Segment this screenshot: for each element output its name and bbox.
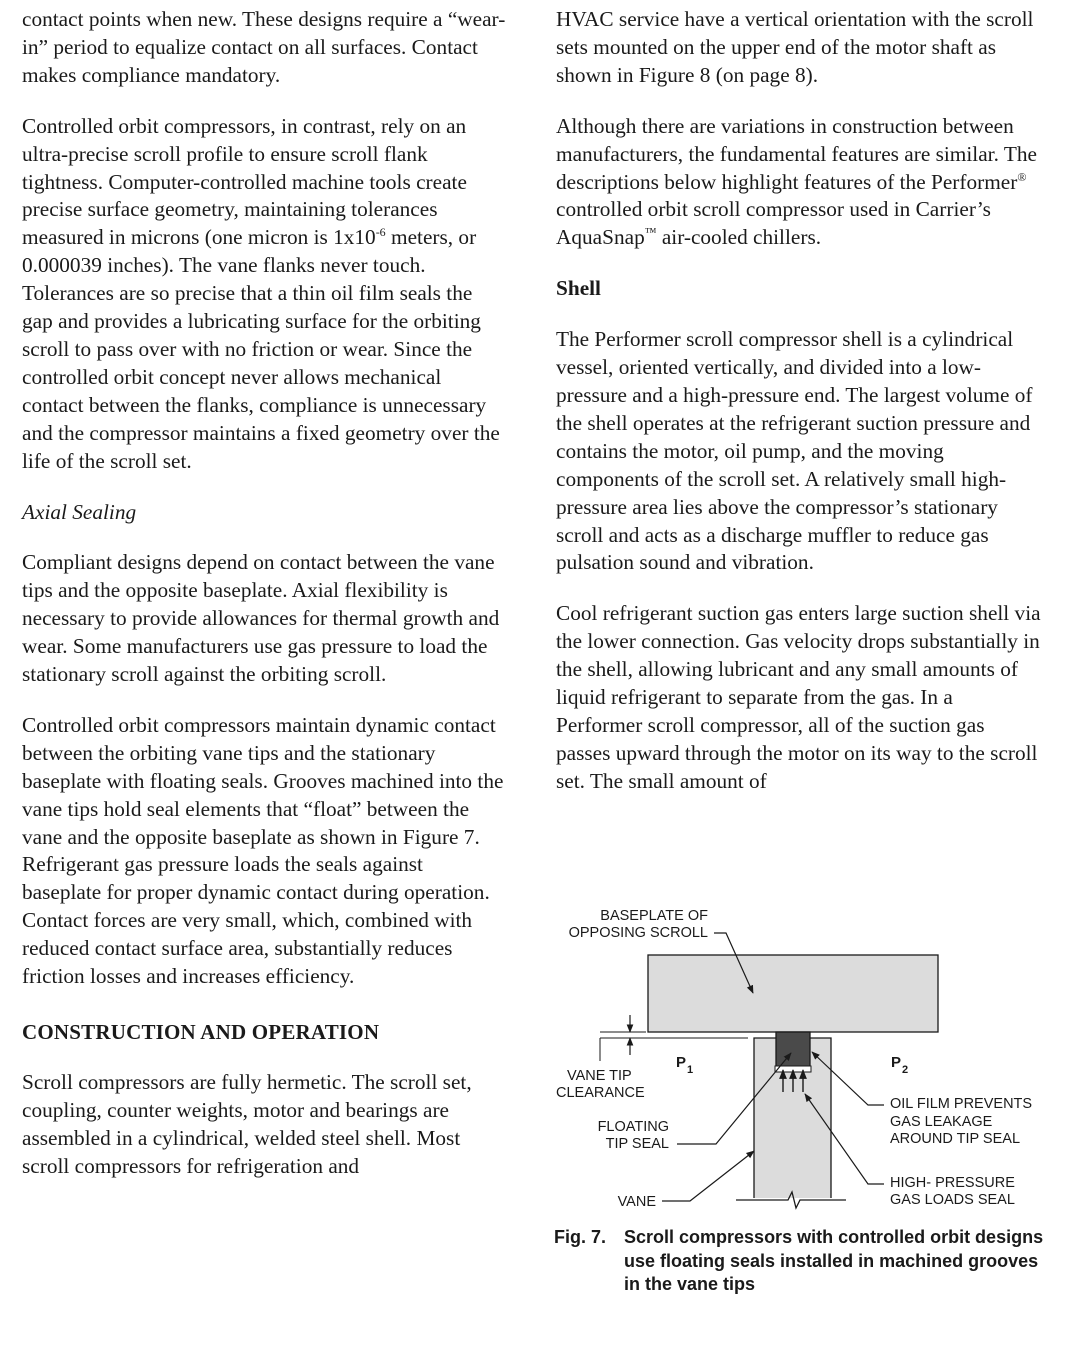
label-oil-film: AROUND TIP SEAL: [890, 1131, 1021, 1147]
trademark-mark: ™: [644, 225, 657, 240]
baseplate-block: [648, 955, 938, 1032]
text-run: air-cooled chillers.: [656, 225, 822, 250]
label-p1-subscript: 1: [687, 1064, 694, 1076]
section-heading-construction: CONSTRUCTION AND OPERATION: [22, 1020, 380, 1044]
caption-text: Scroll compressors with controlled orbit designs use floating seals installed in machined grooves in the vane tips: [624, 1227, 1044, 1294]
label-p2: P: [891, 1054, 902, 1071]
paragraph: Cool refrigerant suction gas enters large suction shell via the lower connection. Gas velocity drops substantially in the shell, allowing lubricant and any small amounts of liquid refrigerant to separate from the gas. In a Performer scroll compressor, all of the suction gas passes upward through the motor on its way to the scroll set. The small amount of: [556, 601, 1041, 793]
label-oil-film: GAS LEAKAGE: [890, 1114, 993, 1130]
vane-leader: [662, 1151, 754, 1201]
right-column: [556, 6, 1042, 819]
subheading-shell: Shell: [556, 276, 601, 301]
caption-label: Fig. 7.: [554, 1227, 607, 1247]
text-run: meters, or 0.000039 inches). The vane flanks never touch. Tolerances are so precise that a thin oil film seals the gap and provides a lubricating surface for the orbiting scroll to pass over with no friction or wear. Since the controlled orbit concept never allows mechanical contact between the flanks, compliance is unnecessary and the compressor maintains a fixed geometry over the life of the scroll set.: [22, 225, 500, 473]
label-floating-tip-seal: FLOATING: [597, 1119, 669, 1135]
paragraph: Scroll compressors are fully hermetic. The scroll set, coupling, counter weights, motor and bearings are assembled in a cylindrical, welded steel shell. Most scroll compressors for refrigeration and: [22, 1069, 472, 1178]
text-run: controlled orbit scroll compressor used in Carrier’s AquaSnap: [556, 197, 991, 250]
paragraph: Controlled orbit compressors maintain dynamic contact between the orbiting vane tips and the stationary baseplate with floating seals. Grooves machined into the vane tips hold seal elements that “float” between the vane and the opposite baseplate as shown in Figure 7. Refrigerant gas pressure loads the seals against baseplate for proper dynamic contact during operation. Contact forces are very small, which, combined with reduced contact surface area, substantially reduces friction losses and increases efficiency.: [22, 712, 504, 989]
paragraph: contact points when new. These designs require a “wear-in” period to equalize contact on all surfaces. Contact makes compliance mandatory.: [22, 7, 506, 87]
label-p2-subscript: 2: [902, 1064, 909, 1076]
paragraph: The Performer scroll compressor shell is a cylindrical vessel, oriented vertically, and divided into a low-pressure and a high-pressure end. The largest volume of the shell operates at the refrigerant suction pressure and contains the motor, oil pump, and the moving components of the scroll set. A relatively small high-pressure area lies above the compressor’s stationary scroll and acts as a discharge muffler to reduce gas pulsation sound and vibration.: [556, 327, 1033, 575]
label-high-pressure: HIGH- PRESSURE: [890, 1175, 1015, 1191]
paragraph-performer: [556, 113, 1042, 253]
figure-caption: [554, 1226, 1054, 1297]
tip-seal: [776, 1032, 810, 1067]
text-run: Controlled orbit compressors, in contrast, rely on an ultra-precise scroll profile to ensure scroll flank tightness. Computer-controlled machine tools create precise surface geometry, maintaining tolerances measured in microns (one micron is 1x10: [22, 113, 467, 250]
label-floating-tip-seal: TIP SEAL: [605, 1136, 669, 1152]
label-vane-tip-clearance: CLEARANCE: [556, 1085, 645, 1101]
paragraph: Compliant designs depend on contact between the vane tips and the opposite baseplate. Axial flexibility is necessary to provide allowances for thermal growth and wear. Some manufacturers use gas pressure to load the stationary scroll against the orbiting scroll.: [22, 550, 500, 687]
text-run: Although there are variations in construction between manufacturers, the fundamental features are similar. The descriptions below highlight features of the Performer: [556, 113, 1037, 194]
subheading-axial-sealing: Axial Sealing: [22, 499, 137, 524]
label-p1: P: [676, 1054, 687, 1071]
label-vane: VANE: [617, 1194, 656, 1210]
label-baseplate: OPPOSING SCROLL: [568, 925, 708, 941]
figure-7-diagram: [550, 895, 1050, 1215]
paragraph: HVAC service have a vertical orientation with the scroll sets mounted on the upper end of the motor shaft as shown in Figure 8 (on page 8).: [556, 7, 1034, 87]
paragraph-microns: [22, 113, 507, 476]
left-column: [22, 6, 507, 1204]
label-baseplate: BASEPLATE OF: [600, 908, 708, 924]
label-oil-film: OIL FILM PREVENTS: [890, 1096, 1033, 1112]
registered-mark: ®: [1017, 169, 1027, 184]
label-vane-tip-clearance: VANE TIP: [567, 1068, 632, 1084]
exponent: -6: [375, 225, 386, 240]
label-high-pressure: GAS LOADS SEAL: [890, 1192, 1015, 1208]
